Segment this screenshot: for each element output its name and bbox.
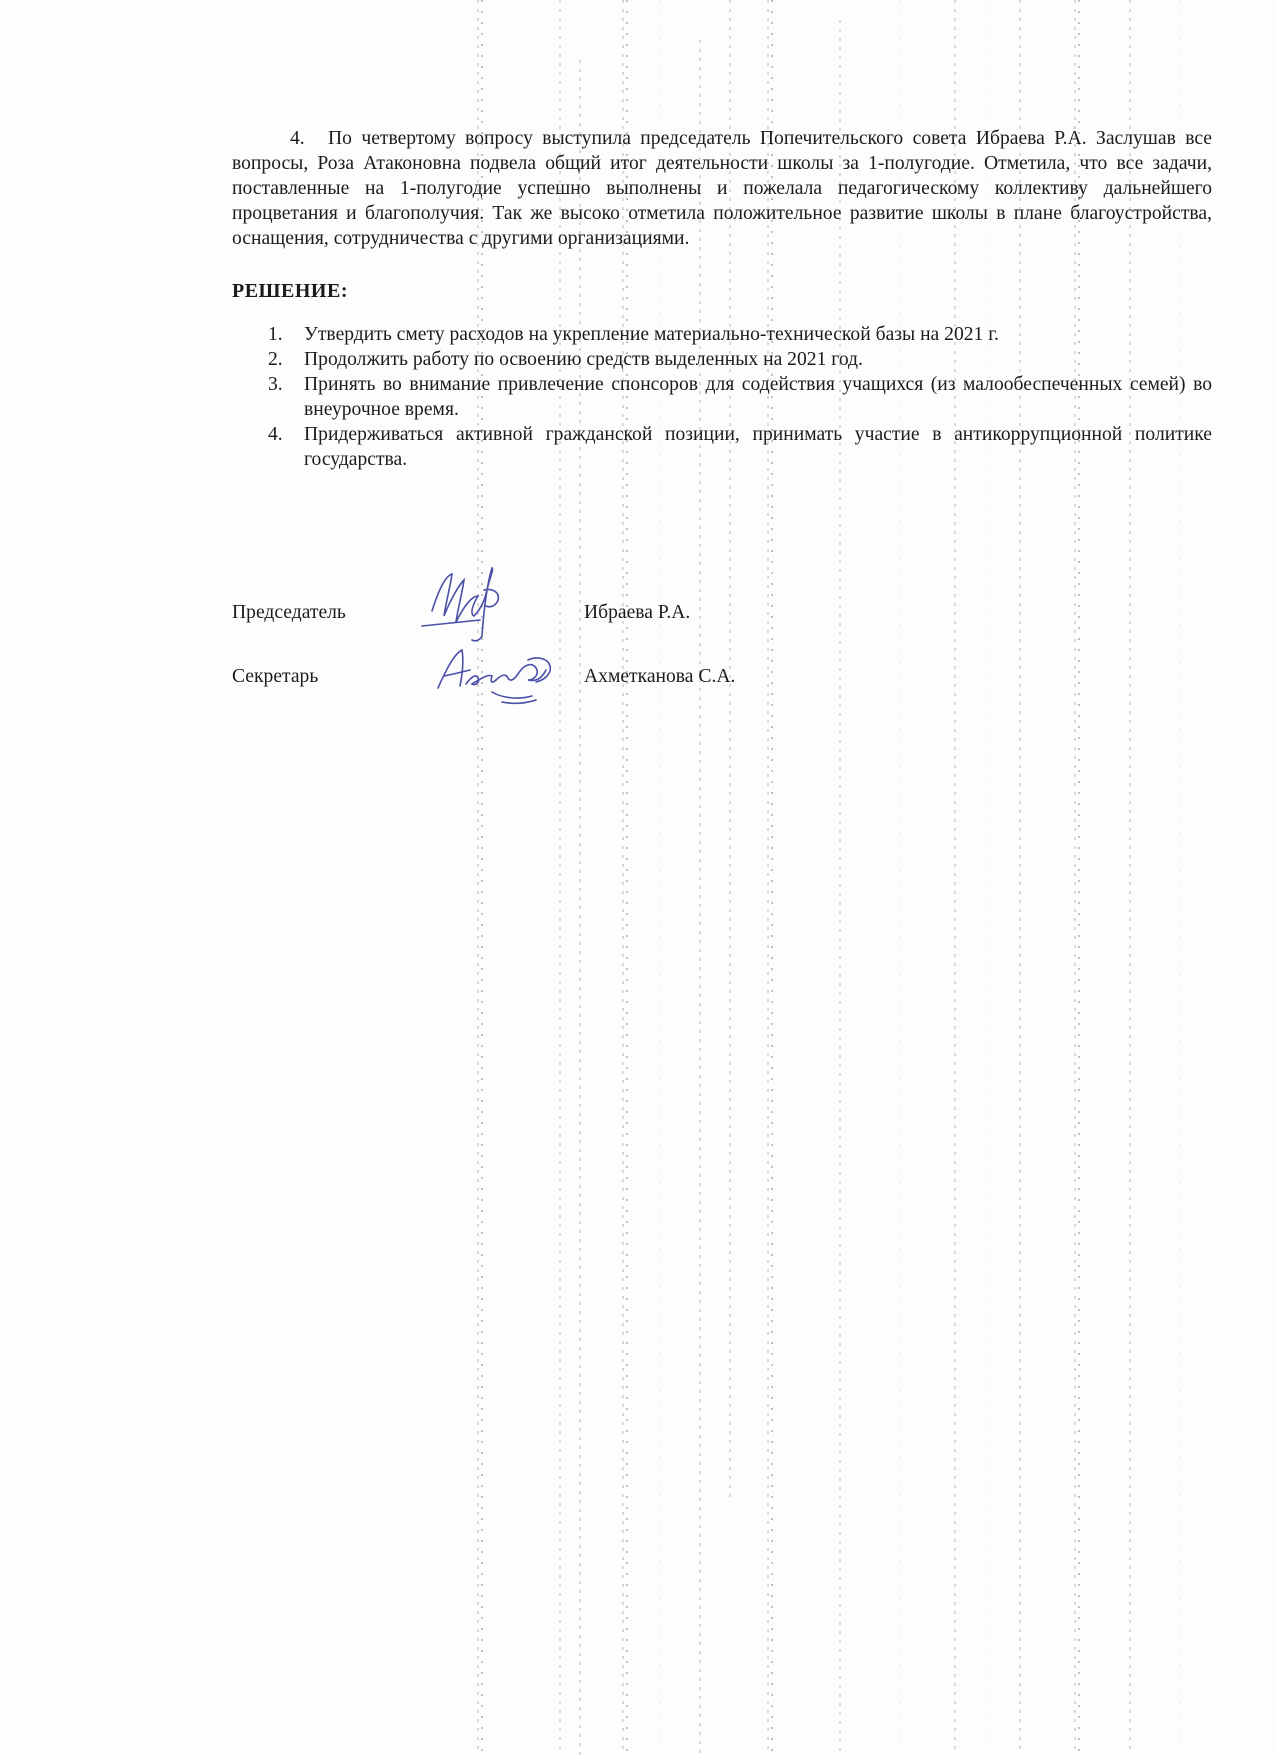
secretary-role: Секретарь bbox=[232, 666, 319, 687]
chairman-role: Председатель bbox=[232, 602, 346, 623]
decision-item bbox=[232, 372, 1212, 422]
decision-item bbox=[232, 422, 1212, 472]
decision-number: 3. bbox=[268, 374, 283, 395]
secretary-signature-row bbox=[232, 666, 932, 730]
decision-item bbox=[232, 347, 1212, 372]
document-body bbox=[232, 126, 1212, 472]
decision-number: 1. bbox=[268, 324, 283, 345]
decision-item bbox=[232, 322, 1212, 347]
decision-text: Принять во внимание привлечение спонсоров для содействия учащихся (из малообеспеченных семей) во внеурочное время. bbox=[304, 374, 1212, 420]
paragraph-text: По четвертому вопросу выступила председатель Попечительского совета Ибраева Р.А. Заслушав все вопросы, Роза Атаконовна подвела общий итог деятельности школы за 1-полугодие. Отметила, что все задачи, поставленные на 1-полугодие успешно выполнены и пожелала педагогическому коллективу дальнейшего процветания и благополучия. Так же высоко отметила положительное развитие школы в плане благоустройства, оснащения, сотрудничества с другими организациями. bbox=[232, 128, 1212, 249]
signature-block bbox=[232, 602, 932, 730]
decision-text: Придерживаться активной гражданской позиции, принимать участие в антикоррупционной политике государства. bbox=[304, 424, 1212, 470]
decision-text: Продолжить работу по освоению средств выделенных на 2021 год. bbox=[304, 349, 863, 370]
chairman-signature-icon bbox=[412, 566, 532, 644]
paragraph-4 bbox=[232, 126, 1212, 251]
decision-number: 2. bbox=[268, 349, 283, 370]
chairman-name: Ибраева Р.А. bbox=[584, 602, 691, 623]
chairman-signature-row bbox=[232, 602, 932, 666]
paragraph-number: 4. bbox=[290, 128, 305, 149]
secretary-signature-icon bbox=[432, 640, 572, 710]
decision-list bbox=[232, 322, 1212, 472]
decision-heading: РЕШЕНИЕ: bbox=[232, 280, 348, 302]
decision-text: Утвердить смету расходов на укрепление материально-технической базы на 2021 г. bbox=[304, 324, 999, 345]
decision-number: 4. bbox=[268, 424, 283, 445]
secretary-name: Ахметканова С.А. bbox=[584, 666, 736, 687]
